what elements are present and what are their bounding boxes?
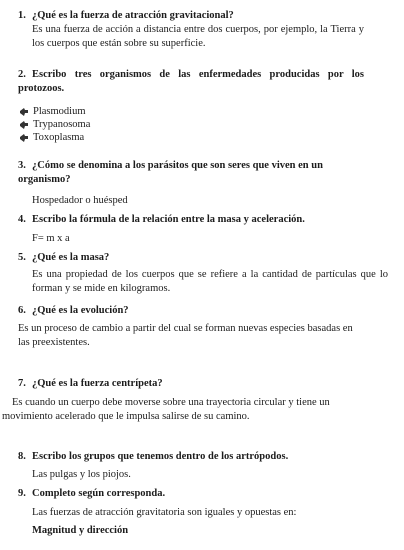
question-number: 9. bbox=[18, 488, 26, 499]
question-text: Escribo la fórmula de la relación entre la masa y aceleración. bbox=[32, 214, 305, 225]
question-text: ¿Qué es la masa? bbox=[32, 252, 110, 263]
question-1 bbox=[18, 9, 390, 23]
list-item bbox=[19, 105, 90, 118]
question-text: Completo según corresponda. bbox=[32, 488, 166, 499]
question-7 bbox=[18, 377, 390, 391]
organism-list bbox=[19, 105, 90, 144]
question-number: 5. bbox=[18, 252, 26, 263]
answer-1: Es una fuerza de acción a distancia entre dos cuerpos, por ejemplo, la Tierra y los cuerpos que están sobre su superficie. bbox=[32, 24, 364, 49]
question-number: 3. bbox=[18, 160, 26, 171]
answer-6: Es un proceso de cambio a partir del cual se forman nuevas especies basadas en las preexistentes. bbox=[18, 323, 353, 348]
answer-9: Las fuerzas de atracción gravitatoria son iguales y opuestas en: bbox=[32, 507, 297, 518]
question-6 bbox=[18, 304, 390, 318]
answer-7: Es cuando un cuerpo debe moverse sobre una trayectoria circular y tiene un movimiento acelerado que le impulsa salirse de su camino. bbox=[2, 397, 330, 422]
question-text: ¿Qué es la evolución? bbox=[32, 305, 129, 316]
question-5 bbox=[18, 251, 390, 265]
question-number: 6. bbox=[18, 305, 26, 316]
question-number: 7. bbox=[18, 378, 26, 389]
question-number: 2. bbox=[18, 69, 26, 80]
answer-8: Las pulgas y los piojos. bbox=[32, 469, 131, 480]
question-text: Escribo tres organismos de las enfermedades producidas por los protozoos. bbox=[18, 69, 364, 94]
answer-4: F= m x a bbox=[32, 233, 70, 244]
question-number: 8. bbox=[18, 451, 26, 462]
list-item-label: Trypanosoma bbox=[33, 118, 91, 130]
list-item bbox=[19, 118, 90, 131]
question-2 bbox=[18, 68, 364, 96]
question-4 bbox=[18, 213, 390, 227]
question-number: 1. bbox=[18, 10, 26, 21]
list-item-label: Plasmodium bbox=[33, 105, 86, 117]
question-3 bbox=[18, 159, 364, 187]
question-number: 4. bbox=[18, 214, 26, 225]
pointing-hand-icon bbox=[19, 107, 29, 117]
answer-9-highlight: Magnitud y dirección bbox=[32, 525, 129, 536]
question-text: Escribo los grupos que tenemos dentro de los artrópodos. bbox=[32, 451, 289, 462]
answer-3: Hospedador o huésped bbox=[32, 195, 128, 206]
question-text: ¿Cómo se denomina a los parásitos que son seres que viven en un organismo? bbox=[18, 160, 323, 185]
question-8 bbox=[18, 450, 390, 464]
list-item-label: Toxoplasma bbox=[33, 131, 85, 143]
pointing-hand-icon bbox=[19, 120, 29, 130]
list-item bbox=[19, 131, 90, 144]
answer-5: Es una propiedad de los cuerpos que se refiere a la cantidad de partículas que lo forman y se mide en kilogramos. bbox=[32, 269, 388, 294]
question-9 bbox=[18, 487, 390, 501]
question-text: ¿Qué es la fuerza de atracción gravitacional? bbox=[32, 10, 234, 21]
pointing-hand-icon bbox=[19, 133, 29, 143]
question-text: ¿Qué es la fuerza centrípeta? bbox=[32, 378, 163, 389]
